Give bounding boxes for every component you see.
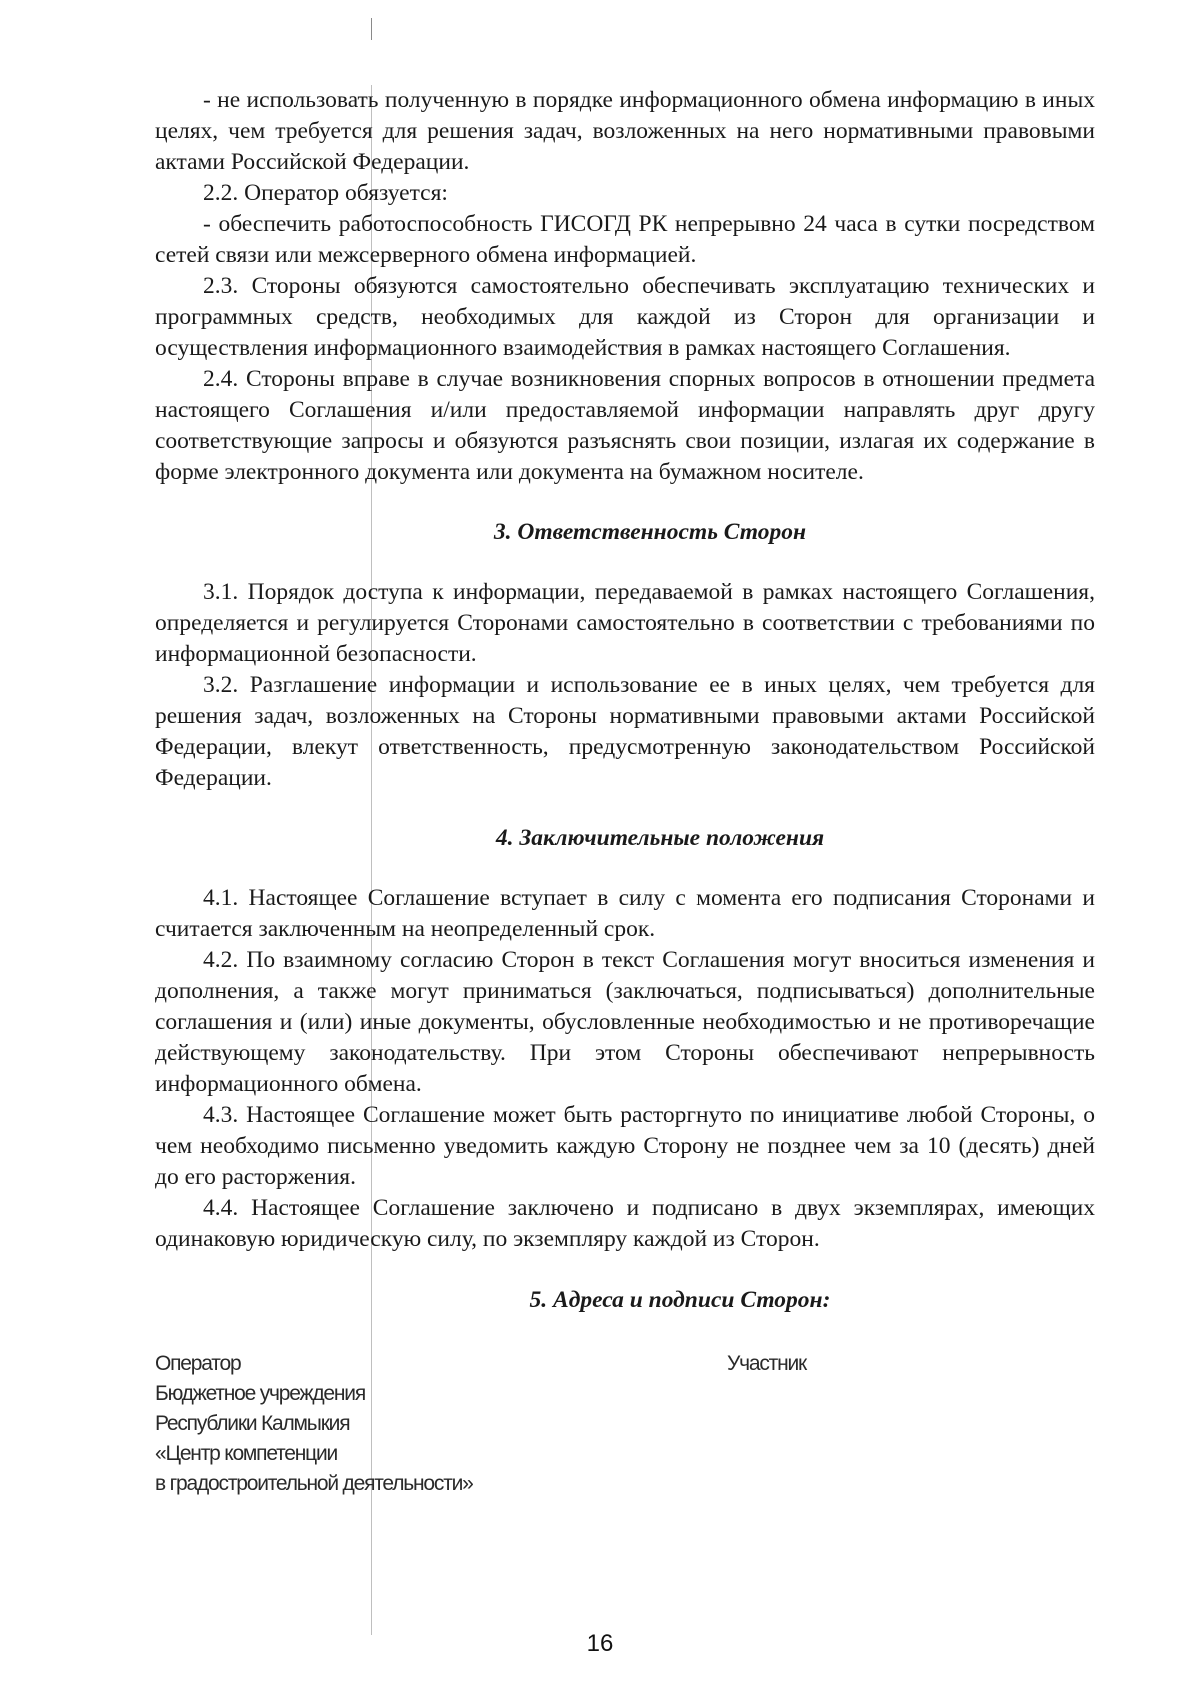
scan-artifact-line xyxy=(371,18,372,40)
operator-label: Оператор xyxy=(155,1352,241,1375)
operator-details xyxy=(155,1349,473,1499)
section-4-title: 4. Заключительные положения xyxy=(495,825,825,851)
operator-org-line: Республики Калмыкия xyxy=(155,1412,350,1435)
section-5-title: 5. Адреса и подписи Сторон: xyxy=(529,1287,831,1313)
paragraph-2-3: 2.3. Стороны обязуются самостоятельно обеспечивать эксплуатацию технических и программных средств, необходимых для каждой из Сторон для организации и осуществления информационного взаимодействия в рамках настоящего Соглашения. xyxy=(155,273,1095,361)
paragraph-2-2-item: - обеспечить работоспособность ГИСОГД РК непрерывно 24 часа в сутки посредством сетей связи или межсерверного обмена информацией. xyxy=(155,211,1095,268)
paragraph-4-4: 4.4. Настоящее Соглашение заключено и подписано в двух экземплярах, имеющих одинаковую юридическую силу, по экземпляру каждой из Сторон. xyxy=(155,1195,1095,1252)
document-body xyxy=(155,85,1095,1519)
section-3-title: 3. Ответственность Сторон xyxy=(493,519,807,545)
signature-block xyxy=(155,1349,1095,1519)
participant-label: Участник xyxy=(727,1352,806,1375)
operator-org-line: Бюджетное учреждения xyxy=(155,1382,366,1405)
paragraph-2-4: 2.4. Стороны вправе в случае возникновения спорных вопросов в отношении предмета настоящего Соглашения и/или предоставляемой информации направлять друг другу соответствующие запросы и обязуются разъяснять свои позиции, излагая их содержание в форме электронного документа или документа на бумажном носителе. xyxy=(155,366,1095,485)
operator-org-line: «Центр компетенции xyxy=(155,1442,338,1465)
paragraph-4-1: 4.1. Настоящее Соглашение вступает в силу с момента его подписания Сторонами и считается заключенным на неопределенный срок. xyxy=(155,885,1095,942)
operator-org-line: в градостроительной деятельности» xyxy=(155,1472,473,1495)
paragraph-4-2: 4.2. По взаимному согласию Сторон в текст Соглашения могут вноситься изменения и дополнения, а также могут приниматься (заключаться, подписываться) дополнительные соглашения и (или) иные документы, обусловленные необходимостью и не противоречащие действующему законодательству. При этом Стороны обеспечивают непрерывность информационного обмена. xyxy=(155,947,1095,1097)
paragraph-use-restriction: - не использовать полученную в порядке информационного обмена информацию в иных целях, чем требуется для решения задач, возложенных на него нормативными правовыми актами Российской Федерации. xyxy=(155,87,1095,175)
paragraph-3-2: 3.2. Разглашение информации и использование ее в иных целях, чем требуется для решения задач, возложенных на Стороны нормативными правовыми актами Российской Федерации, влекут ответственность, предусмотренную законодательством Российской Федерации. xyxy=(155,672,1095,791)
paragraph-4-3: 4.3. Настоящее Соглашение может быть расторгнуто по инициативе любой Стороны, о чем необходимо письменно уведомить каждую Сторону не позднее чем за 10 (десять) дней до его расторжения. xyxy=(155,1102,1095,1190)
paragraph-3-1: 3.1. Порядок доступа к информации, передаваемой в рамках настоящего Соглашения, определяется и регулируется Сторонами самостоятельно в соответствии с требованиями по информационной безопасности. xyxy=(155,579,1095,667)
page-number: 16 xyxy=(586,1630,614,1657)
participant-details xyxy=(727,1349,806,1379)
paragraph-2-2: 2.2. Оператор обязуется: xyxy=(203,180,448,206)
